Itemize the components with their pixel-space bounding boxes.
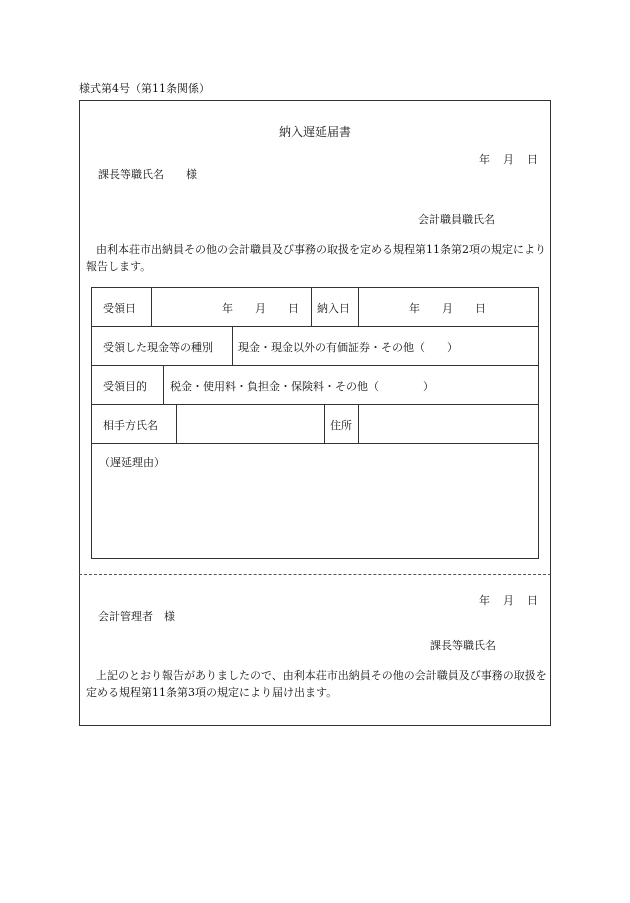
notice-body-text: 上記のとおり報告がありましたので、由利本荘市出納員その他の会計職員及び事務の取扱を定める規程第11条第3項の規定により届け出ます。 [86, 669, 547, 699]
delay-reason-label: （遅延理由） [99, 456, 165, 469]
table-col-divider [358, 288, 359, 326]
notice-sender: 課長等職氏名 [430, 639, 496, 652]
cut-line [79, 574, 551, 575]
received-date-label: 受領日 [103, 302, 136, 315]
cash-type-label: 受領した現金等の種別 [103, 341, 213, 354]
form-number-label: 様式第4号（第11条関係） [79, 82, 210, 95]
table-row-divider [92, 404, 538, 405]
details-table [91, 287, 539, 559]
notice-addressee: 会計管理者 様 [98, 610, 175, 623]
payment-date-value: 年 月 日 [409, 302, 486, 315]
table-col-divider [324, 404, 325, 443]
report-date: 年 月 日 [479, 153, 539, 166]
address-label: 住所 [330, 419, 352, 432]
cash-type-options: 現金・現金以外の有価証券・その他（ ） [238, 341, 458, 354]
table-col-divider [232, 326, 233, 365]
table-row-divider [92, 365, 538, 366]
table-col-divider [311, 288, 312, 326]
report-addressee: 課長等職氏名 様 [98, 168, 197, 181]
report-body-text: 由利本荘市出納員その他の会計職員及び事務の取扱を定める規程第11条第2項の規定により報告します。 [86, 243, 546, 273]
payment-date-label: 納入日 [317, 302, 350, 315]
table-col-divider [163, 365, 164, 404]
report-sender: 会計職員職氏名 [418, 213, 495, 226]
table-col-divider [358, 404, 359, 443]
counterparty-label: 相手方氏名 [103, 419, 158, 432]
table-col-divider [176, 404, 177, 443]
table-col-divider [151, 288, 152, 326]
document-title: 納入遅延届書 [278, 125, 351, 139]
received-date-value: 年 月 日 [222, 302, 299, 315]
notice-date: 年 月 日 [479, 594, 539, 607]
purpose-options: 税金・使用料・負担金・保険料・その他（ ） [170, 380, 434, 393]
table-row-divider [92, 443, 538, 444]
purpose-label: 受領目的 [103, 380, 147, 393]
table-row-divider [92, 326, 538, 327]
